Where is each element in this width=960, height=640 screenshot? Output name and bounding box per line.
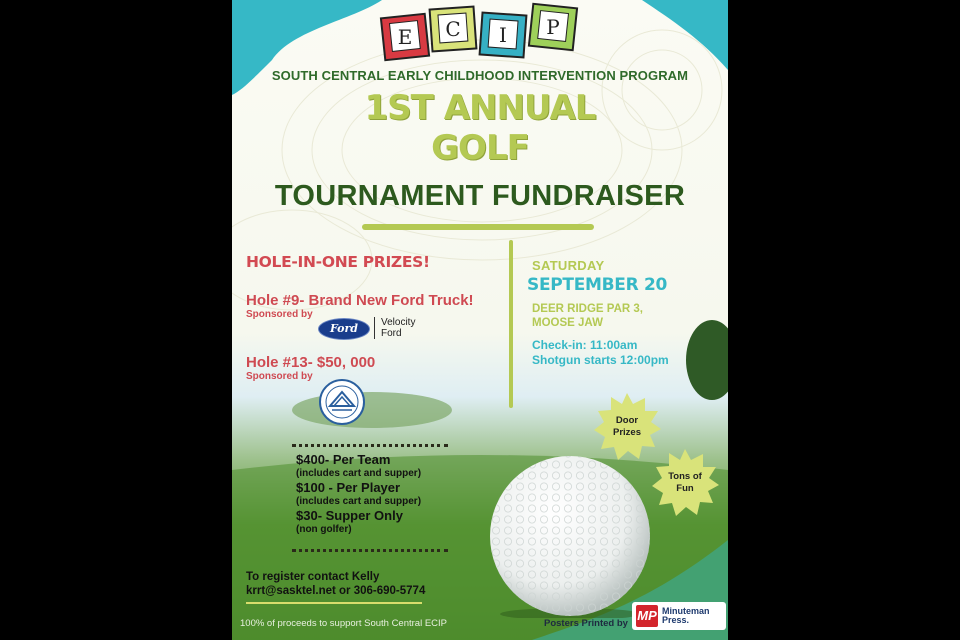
mp-name — [662, 607, 710, 625]
checkin-time: Check-in: 11:00am — [532, 338, 638, 352]
venue-line2: MOOSE JAW — [532, 317, 603, 329]
sponsor-seal-logo — [318, 378, 366, 426]
logo-letter-p: P — [546, 15, 560, 39]
pricing-bottom-dotted-rule — [292, 549, 448, 552]
ford-logo: Ford — [318, 318, 370, 340]
price-team-note: (includes cart and supper) — [296, 468, 422, 479]
pricing-top-dotted-rule — [292, 444, 448, 447]
hole-13-prize: Hole #13- $50, 000 — [246, 354, 376, 371]
title-divider — [362, 224, 594, 230]
price-player-note: (includes cart and supper) — [296, 496, 422, 507]
price-supper-note: (non golfer) — [296, 524, 352, 535]
registration-info — [246, 570, 425, 598]
hole-9-sponsored-label: Sponsored by — [246, 309, 313, 320]
event-day: SATURDAY — [532, 258, 605, 273]
fun-line2: Fun — [676, 483, 694, 494]
title-annual: 1ST ANNUAL — [364, 88, 596, 128]
mp-name-line1: Minuteman — [662, 606, 710, 616]
golf-ball-image — [478, 448, 662, 618]
velocity-line2: Ford — [381, 328, 402, 339]
title-tournament-fundraiser: TOURNAMENT FUNDRAISER — [274, 180, 686, 212]
mp-name-line2: Press. — [662, 615, 690, 625]
hole-13-sponsored-label: Sponsored by — [246, 371, 313, 382]
column-divider — [509, 240, 513, 408]
mp-icon: MP — [636, 605, 658, 627]
organization-name: SOUTH CENTRAL EARLY CHILDHOOD INTERVENTION PROGRAM — [271, 68, 689, 83]
fun-line1: Tons of — [668, 471, 702, 482]
title-golf: GOLF — [431, 128, 529, 168]
pricing-block — [296, 452, 421, 536]
velocity-ford-logo — [374, 317, 415, 339]
event-times — [532, 338, 669, 368]
event-venue — [532, 302, 643, 330]
logo-letter-c: C — [445, 17, 461, 41]
price-team: $400- Per Team — [296, 452, 391, 467]
poster — [232, 0, 728, 640]
hole-9-prize: Hole #9- Brand New Ford Truck! — [246, 292, 474, 309]
door-line1: Door — [615, 415, 639, 426]
register-line1: To register contact Kelly — [246, 571, 380, 583]
venue-line1: DEER RIDGE PAR 3, — [532, 303, 643, 315]
event-date: SEPTEMBER 20 — [527, 275, 668, 295]
price-supper: $30- Supper Only — [296, 508, 403, 523]
logo-letter-e: E — [397, 25, 413, 49]
shotgun-time: Shotgun starts 12:00pm — [532, 353, 669, 367]
proceeds-note: 100% of proceeds to support South Central ECIP — [240, 618, 448, 629]
register-contact: krrt@sasktel.net or 306-690-5774 — [246, 585, 426, 597]
printed-by-label: Posters Printed by — [544, 618, 628, 629]
door-line2: Prizes — [613, 427, 641, 438]
logo-letter-i: I — [499, 23, 507, 47]
minuteman-press-logo — [632, 602, 726, 630]
ecip-logo — [377, 2, 587, 64]
price-player: $100 - Per Player — [296, 480, 401, 495]
hole-in-one-heading: HOLE-IN-ONE PRIZES! — [246, 253, 430, 271]
registration-underline — [246, 602, 422, 604]
velocity-line1: Velocity — [381, 317, 416, 328]
